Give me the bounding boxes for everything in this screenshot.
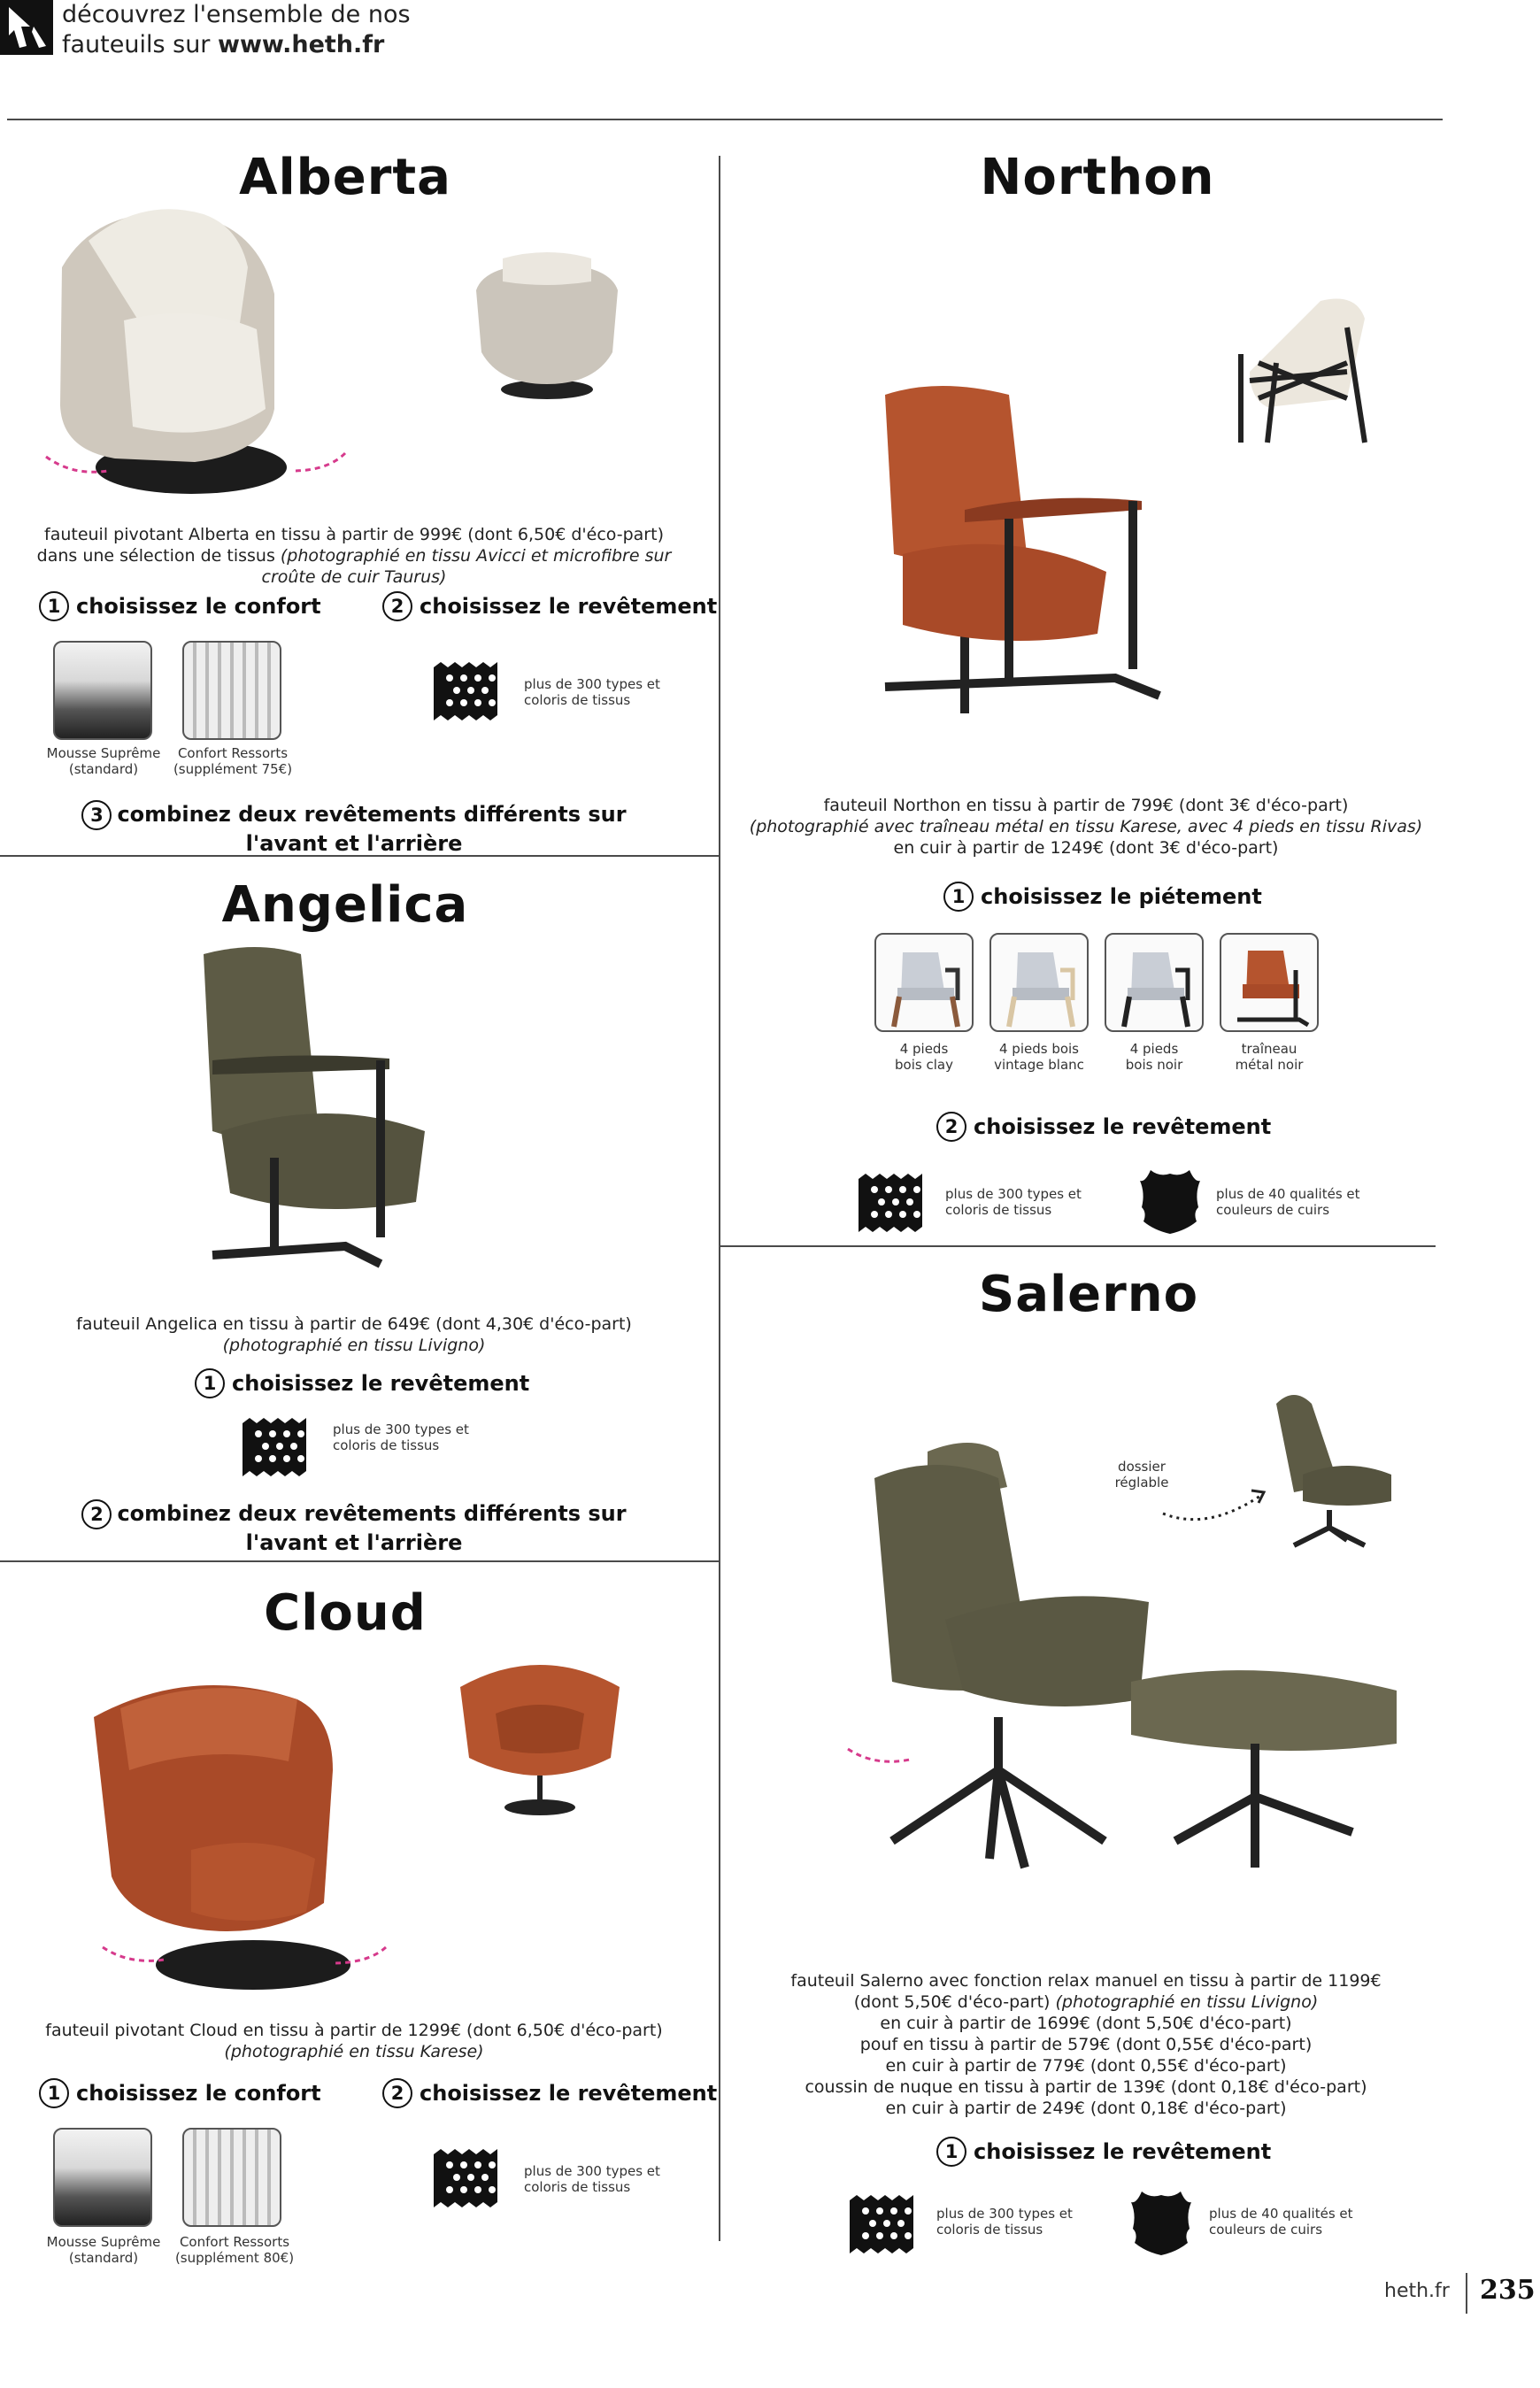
- foam-comfort-icon: [53, 2128, 152, 2227]
- caption-line: plus de 40 qualités et: [1209, 2206, 1353, 2222]
- alberta-chair-back-image: [467, 246, 627, 401]
- alberta-step-3: [53, 800, 655, 857]
- cloud-step-1: [39, 2078, 321, 2108]
- alberta-fabric-caption: [524, 676, 660, 708]
- foam-comfort-icon: [53, 641, 152, 740]
- leg-option-vintage-white[interactable]: [989, 933, 1089, 1032]
- caption-line: coloris de tissus: [945, 1202, 1052, 1218]
- callout-line: réglable: [1114, 1475, 1169, 1491]
- caption-line: coloris de tissus: [333, 1437, 440, 1453]
- alberta-step-2-label: choisissez le revêtement: [420, 594, 718, 619]
- caption-line: plus de 300 types et: [936, 2206, 1073, 2222]
- cloud-step-2-label: choisissez le revêtement: [420, 2081, 718, 2106]
- caption-line: plus de 40 qualités et: [1216, 1186, 1360, 1202]
- leg-option-metal-sled[interactable]: [1220, 933, 1319, 1032]
- footer-divider: [1466, 2273, 1467, 2314]
- caption-line: (standard): [68, 2250, 139, 2266]
- caption-line: bois noir: [1125, 1057, 1183, 1073]
- cloud-desc-line-2: (photographié en tissu Karese): [224, 2042, 484, 2061]
- angelica-title: Angelica: [221, 876, 469, 934]
- fabric-swatch-icon: [430, 2145, 504, 2209]
- northon-desc-line-1: fauteuil Northon en tissu à partir de 799€ (dont 3€ d'éco-part): [823, 796, 1349, 815]
- caption-line: 4 pieds: [899, 1041, 949, 1057]
- spring-comfort-icon: [182, 2128, 281, 2227]
- angelica-step-2-line-1: combinez deux revêtements différents sur: [117, 1501, 627, 1526]
- alberta-step-2: [382, 591, 717, 621]
- alberta-comfort-2-caption: [166, 745, 299, 777]
- caption-line: plus de 300 types et: [524, 2163, 660, 2179]
- alberta-step-3-line-2: l'avant et l'arrière: [245, 831, 463, 856]
- alberta-desc-line-2: dans une sélection de tissus: [36, 546, 281, 566]
- salerno-description: [728, 1970, 1444, 2119]
- step-number-icon: 3: [81, 800, 112, 830]
- salerno-title: Salerno: [978, 1266, 1199, 1323]
- cloud-comfort-1-caption: [37, 2234, 170, 2266]
- leg-vintage-white-icon: [991, 935, 1089, 1032]
- angelica-chair-image: [186, 945, 504, 1282]
- alberta-desc-line-2-italic: (photographié en tissu Avicci et microfibre sur: [280, 546, 672, 566]
- leg-metal-sled-icon: [1221, 935, 1319, 1032]
- caption-line: métal noir: [1235, 1057, 1304, 1073]
- step-number-icon: 1: [943, 882, 974, 912]
- northon-chair-side-image: [1223, 292, 1391, 451]
- leather-hide-icon: [1129, 2188, 1193, 2257]
- caption-line: plus de 300 types et: [945, 1186, 1082, 1202]
- northon-desc-line-2: (photographié avec traîneau métal en tissu Karese, avec 4 pieds en tissu Rivas): [749, 817, 1423, 836]
- caption-line: vintage blanc: [994, 1057, 1084, 1073]
- header-line-2-prefix: fauteuils sur: [62, 31, 218, 58]
- header: [0, 0, 1505, 62]
- northon-title: Northon: [980, 149, 1215, 206]
- footer-site: heth.fr: [1384, 2280, 1450, 2302]
- leg-option-black-wood[interactable]: [1105, 933, 1204, 1032]
- leg-clay-icon: [876, 935, 974, 1032]
- salerno-chair-image: [839, 1416, 1423, 1912]
- salerno-desc-line-1: fauteuil Salerno avec fonction relax manuel en tissu à partir de 1199€: [790, 1971, 1382, 1991]
- northon-step-2-label: choisissez le revêtement: [974, 1114, 1272, 1139]
- alberta-step-1: [39, 591, 321, 621]
- leg-caption-clay: [866, 1041, 982, 1073]
- northon-step-2: [936, 1112, 1271, 1142]
- angelica-desc-line-2: (photographié en tissu Livigno): [222, 1336, 486, 1355]
- fabric-swatch-icon: [430, 659, 504, 722]
- leg-caption-metal-sled: [1211, 1041, 1328, 1073]
- alberta-chair-image: [35, 188, 354, 506]
- leather-hide-icon: [1138, 1167, 1202, 1236]
- alberta-desc-line-3: croûte de cuir Taurus): [261, 567, 447, 587]
- step-number-icon: 1: [195, 1368, 225, 1398]
- salerno-desc-line-3: en cuir à partir de 1699€ (dont 5,50€ d'éco-part): [880, 2014, 1292, 2033]
- step-number-icon: 1: [39, 591, 69, 621]
- salerno-desc-line-5: en cuir à partir de 779€ (dont 0,55€ d'éco-part): [885, 2056, 1287, 2076]
- cloud-title: Cloud: [264, 1584, 427, 1642]
- alberta-title: Alberta: [239, 149, 451, 206]
- divider-northon-salerno: [719, 1245, 1436, 1247]
- spring-comfort-icon: [182, 641, 281, 740]
- caption-line: traîneau: [1241, 1041, 1297, 1057]
- cloud-step-1-label: choisissez le confort: [76, 2081, 321, 2106]
- cloud-chair-image: [85, 1673, 404, 2000]
- caption-line: coloris de tissus: [936, 2222, 1043, 2238]
- alberta-desc-line-1: fauteuil pivotant Alberta en tissu à partir de 999€ (dont 6,50€ d'éco-part): [44, 525, 664, 544]
- step-number-icon: 1: [936, 2137, 966, 2167]
- caption-line: 4 pieds bois: [998, 1041, 1079, 1057]
- salerno-fabric-caption: [936, 2206, 1073, 2238]
- northon-step-1: [943, 882, 1262, 912]
- caption-line: Mousse Suprême: [46, 2234, 161, 2250]
- caption-line: Confort Ressorts: [179, 2234, 290, 2250]
- northon-step-1-label: choisissez le piétement: [981, 884, 1262, 909]
- alberta-step-3-line-1: combinez deux revêtements différents sur: [117, 802, 627, 827]
- page-number: 235: [1480, 2275, 1536, 2306]
- angelica-step-2: [53, 1499, 655, 1556]
- leg-option-clay[interactable]: [874, 933, 974, 1032]
- salerno-step-1-label: choisissez le revêtement: [974, 2139, 1272, 2164]
- callout-line: dossier: [1118, 1459, 1166, 1475]
- caption-line: coloris de tissus: [524, 2179, 631, 2195]
- salerno-desc-line-6: coussin de nuque en tissu à partir de 139€ (dont 0,18€ d'éco-part): [805, 2077, 1367, 2097]
- heth-logo-icon: [0, 0, 53, 55]
- salerno-desc-line-7: en cuir à partir de 249€ (dont 0,18€ d'éco-part): [885, 2099, 1287, 2118]
- caption-line: plus de 300 types et: [524, 676, 660, 692]
- caption-line: couleurs de cuirs: [1216, 1202, 1330, 1218]
- step-number-icon: 2: [382, 591, 412, 621]
- caption-line: Mousse Suprême: [46, 745, 161, 761]
- caption-line: (supplément 75€): [173, 761, 293, 777]
- step-number-icon: 2: [81, 1499, 112, 1529]
- salerno-desc-line-2: (dont 5,50€ d'éco-part): [853, 1992, 1056, 2012]
- alberta-comfort-1-caption: [37, 745, 170, 777]
- caption-line: (supplément 80€): [174, 2250, 295, 2266]
- divider-angelica-cloud: [0, 1560, 719, 1562]
- angelica-description: [9, 1313, 699, 1356]
- caption-line: plus de 300 types et: [333, 1421, 469, 1437]
- northon-description: [728, 795, 1444, 859]
- header-url[interactable]: www.heth.fr: [218, 31, 385, 58]
- caption-line: Confort Ressorts: [177, 745, 289, 761]
- leg-caption-vintage-white: [981, 1041, 1097, 1073]
- cloud-chair-back-image: [451, 1652, 628, 1820]
- salerno-leather-caption: [1209, 2206, 1353, 2238]
- cloud-desc-line-1: fauteuil pivotant Cloud en tissu à partir de 1299€ (dont 6,50€ d'éco-part): [45, 2021, 663, 2040]
- angelica-step-2-line-2: l'avant et l'arrière: [245, 1530, 463, 1555]
- step-number-icon: 2: [936, 1112, 966, 1142]
- angelica-step-1-label: choisissez le revêtement: [232, 1371, 530, 1396]
- step-number-icon: 2: [382, 2078, 412, 2108]
- caption-line: bois clay: [895, 1057, 953, 1073]
- northon-chair-image: [867, 377, 1195, 722]
- caption-line: 4 pieds: [1129, 1041, 1179, 1057]
- salerno-step-1: [936, 2137, 1271, 2167]
- angelica-fabric-caption: [333, 1421, 469, 1453]
- northon-fabric-caption: [945, 1186, 1082, 1218]
- cloud-comfort-2-caption: [168, 2234, 301, 2266]
- salerno-desc-line-2-italic: (photographié en tissu Livigno): [1055, 1992, 1319, 2012]
- angelica-desc-line-1: fauteuil Angelica en tissu à partir de 649€ (dont 4,30€ d'éco-part): [76, 1314, 632, 1334]
- northon-desc-line-3: en cuir à partir de 1249€ (dont 3€ d'éco-part): [893, 838, 1279, 858]
- angelica-step-1: [195, 1368, 529, 1398]
- leg-caption-black-wood: [1096, 1041, 1213, 1073]
- northon-leather-caption: [1216, 1186, 1360, 1218]
- fabric-swatch-icon: [239, 1414, 313, 1478]
- cloud-fabric-caption: [524, 2163, 660, 2195]
- alberta-description: [9, 524, 699, 588]
- fabric-swatch-icon: [846, 2192, 920, 2255]
- column-divider: [719, 156, 720, 2241]
- step-number-icon: 1: [39, 2078, 69, 2108]
- leg-black-wood-icon: [1106, 935, 1204, 1032]
- salerno-desc-line-4: pouf en tissu à partir de 579€ (dont 0,55€ d'éco-part): [859, 2035, 1313, 2054]
- cloud-step-2: [382, 2078, 717, 2108]
- caption-line: coloris de tissus: [524, 692, 631, 708]
- caption-line: (standard): [68, 761, 139, 777]
- fabric-swatch-icon: [855, 1170, 929, 1234]
- cloud-description: [9, 2020, 699, 2062]
- header-line-1: découvrez l'ensemble de nos: [62, 1, 411, 28]
- header-divider: [7, 119, 1443, 120]
- caption-line: couleurs de cuirs: [1209, 2222, 1323, 2238]
- alberta-step-1-label: choisissez le confort: [76, 594, 321, 619]
